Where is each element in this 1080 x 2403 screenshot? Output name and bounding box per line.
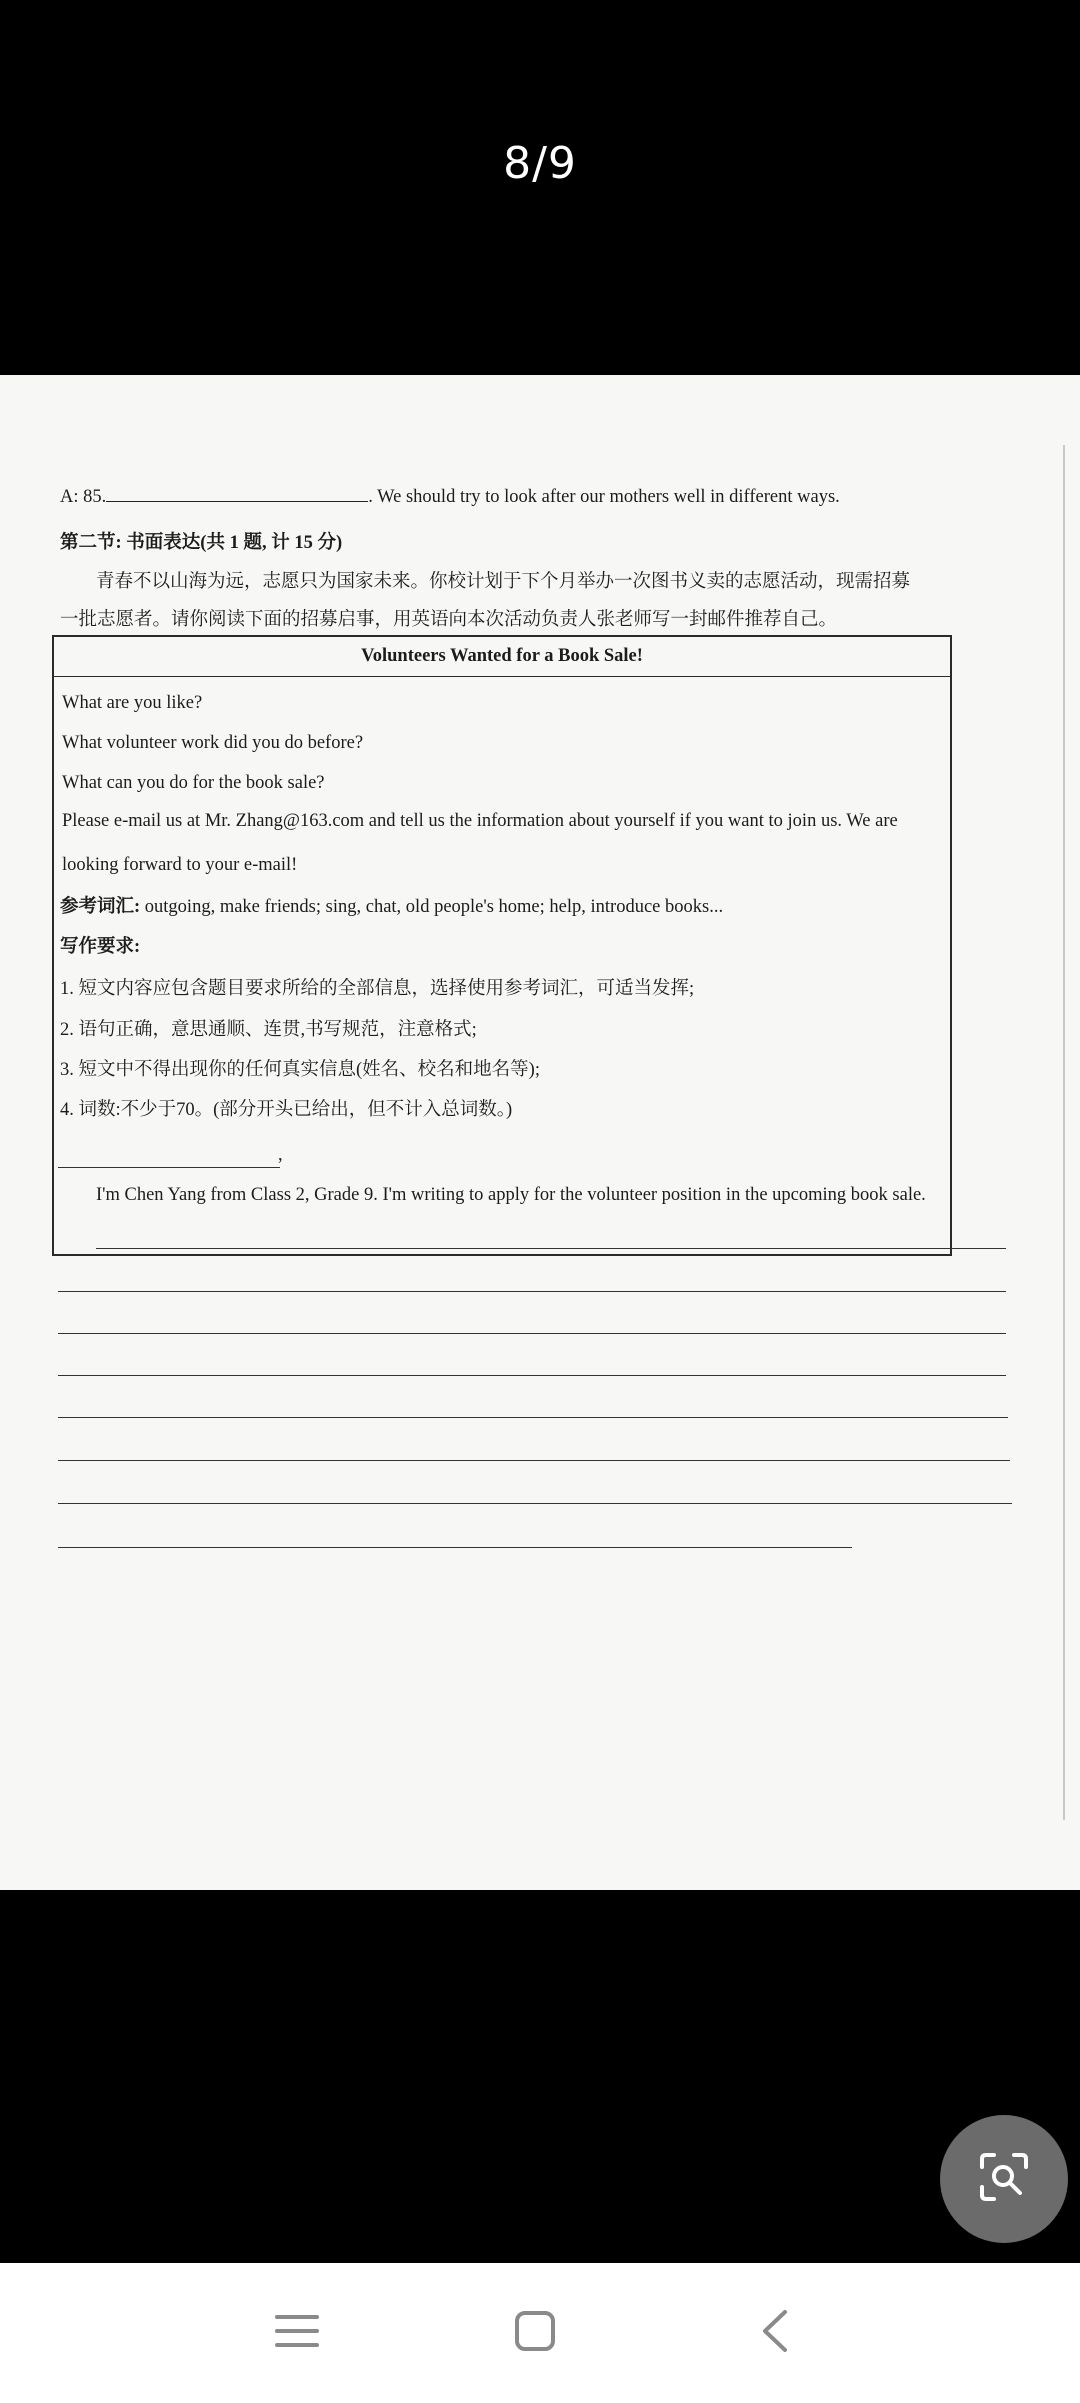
writing-line bbox=[58, 1503, 1012, 1504]
notice-title-divider bbox=[52, 676, 952, 677]
page-counter: 8/9 bbox=[503, 138, 577, 189]
requirement-item: 1. 短文内容应包含题目要求所给的全部信息，选择使用参考词汇，可适当发挥; bbox=[60, 979, 695, 999]
salutation-comma: , bbox=[278, 1145, 283, 1165]
answer-a-label: A: 85. bbox=[60, 487, 107, 507]
document-image[interactable] bbox=[0, 375, 1080, 1890]
notice-title: Volunteers Wanted for a Book Sale! bbox=[361, 646, 643, 666]
back-icon bbox=[759, 2308, 791, 2358]
notice-body-1: Please e-mail us at Mr. Zhang@163.com and tell us the information about yourself if you want to join us. We are bbox=[62, 811, 898, 831]
home-button[interactable] bbox=[490, 2293, 580, 2373]
section-heading: 第二节: 书面表达(共 1 题, 计 15 分) bbox=[60, 533, 343, 553]
exam-page bbox=[0, 375, 1080, 1890]
writing-line bbox=[58, 1547, 852, 1548]
home-icon bbox=[513, 2309, 557, 2357]
notice-box bbox=[52, 635, 952, 1256]
page-edge-divider bbox=[1063, 445, 1065, 1820]
writing-line bbox=[58, 1333, 1006, 1334]
vocab-label: 参考词汇: bbox=[60, 897, 141, 917]
requirement-item: 3. 短文中不得出现你的任何真实信息(姓名、校名和地名等); bbox=[60, 1060, 540, 1080]
vocab-words: outgoing, make friends; sing, chat, old people's home; help, introduce books... bbox=[140, 897, 724, 917]
system-navigation-bar bbox=[0, 2263, 1080, 2403]
recent-apps-icon bbox=[273, 2311, 321, 2355]
requirements-heading: 写作要求: bbox=[60, 937, 141, 957]
writing-line bbox=[58, 1460, 1010, 1461]
writing-line bbox=[58, 1375, 1006, 1376]
back-button[interactable] bbox=[730, 2293, 820, 2373]
writing-line bbox=[96, 1248, 1006, 1249]
answer-a-tail: . We should try to look after our mothers well in different ways. bbox=[368, 487, 840, 507]
intro-line-1: 青春不以山海为远，志愿只为国家未来。你校计划于下个月举办一次图书义卖的志愿活动，现需招募 bbox=[96, 572, 911, 592]
notice-body-2: looking forward to your e-mail! bbox=[62, 855, 298, 875]
writing-line bbox=[58, 1417, 1008, 1418]
opening-sentence: I'm Chen Yang from Class 2, Grade 9. I'm writing to apply for the volunteer position in the upcoming book sale. bbox=[96, 1185, 926, 1205]
image-search-icon bbox=[976, 2149, 1032, 2209]
requirement-item: 2. 语句正确，意思通顺、连贯,书写规范，注意格式; bbox=[60, 1020, 477, 1040]
answer-line-a bbox=[60, 487, 840, 508]
salutation-blank bbox=[58, 1167, 280, 1168]
recent-apps-button[interactable] bbox=[252, 2293, 342, 2373]
image-search-button[interactable] bbox=[940, 2115, 1068, 2243]
writing-line bbox=[58, 1291, 1006, 1292]
notice-question-1: What are you like? bbox=[62, 693, 203, 713]
requirement-item: 4. 词数:不少于70。(部分开头已给出，但不计入总词数。) bbox=[60, 1100, 513, 1120]
vocab-line bbox=[60, 892, 723, 918]
answer-a-blank bbox=[106, 499, 368, 502]
intro-line-2: 一批志愿者。请你阅读下面的招募启事，用英语向本次活动负责人张老师写一封邮件推荐自己。 bbox=[60, 610, 838, 630]
notice-question-2: What volunteer work did you do before? bbox=[62, 733, 364, 753]
notice-question-3: What can you do for the book sale? bbox=[62, 773, 325, 793]
